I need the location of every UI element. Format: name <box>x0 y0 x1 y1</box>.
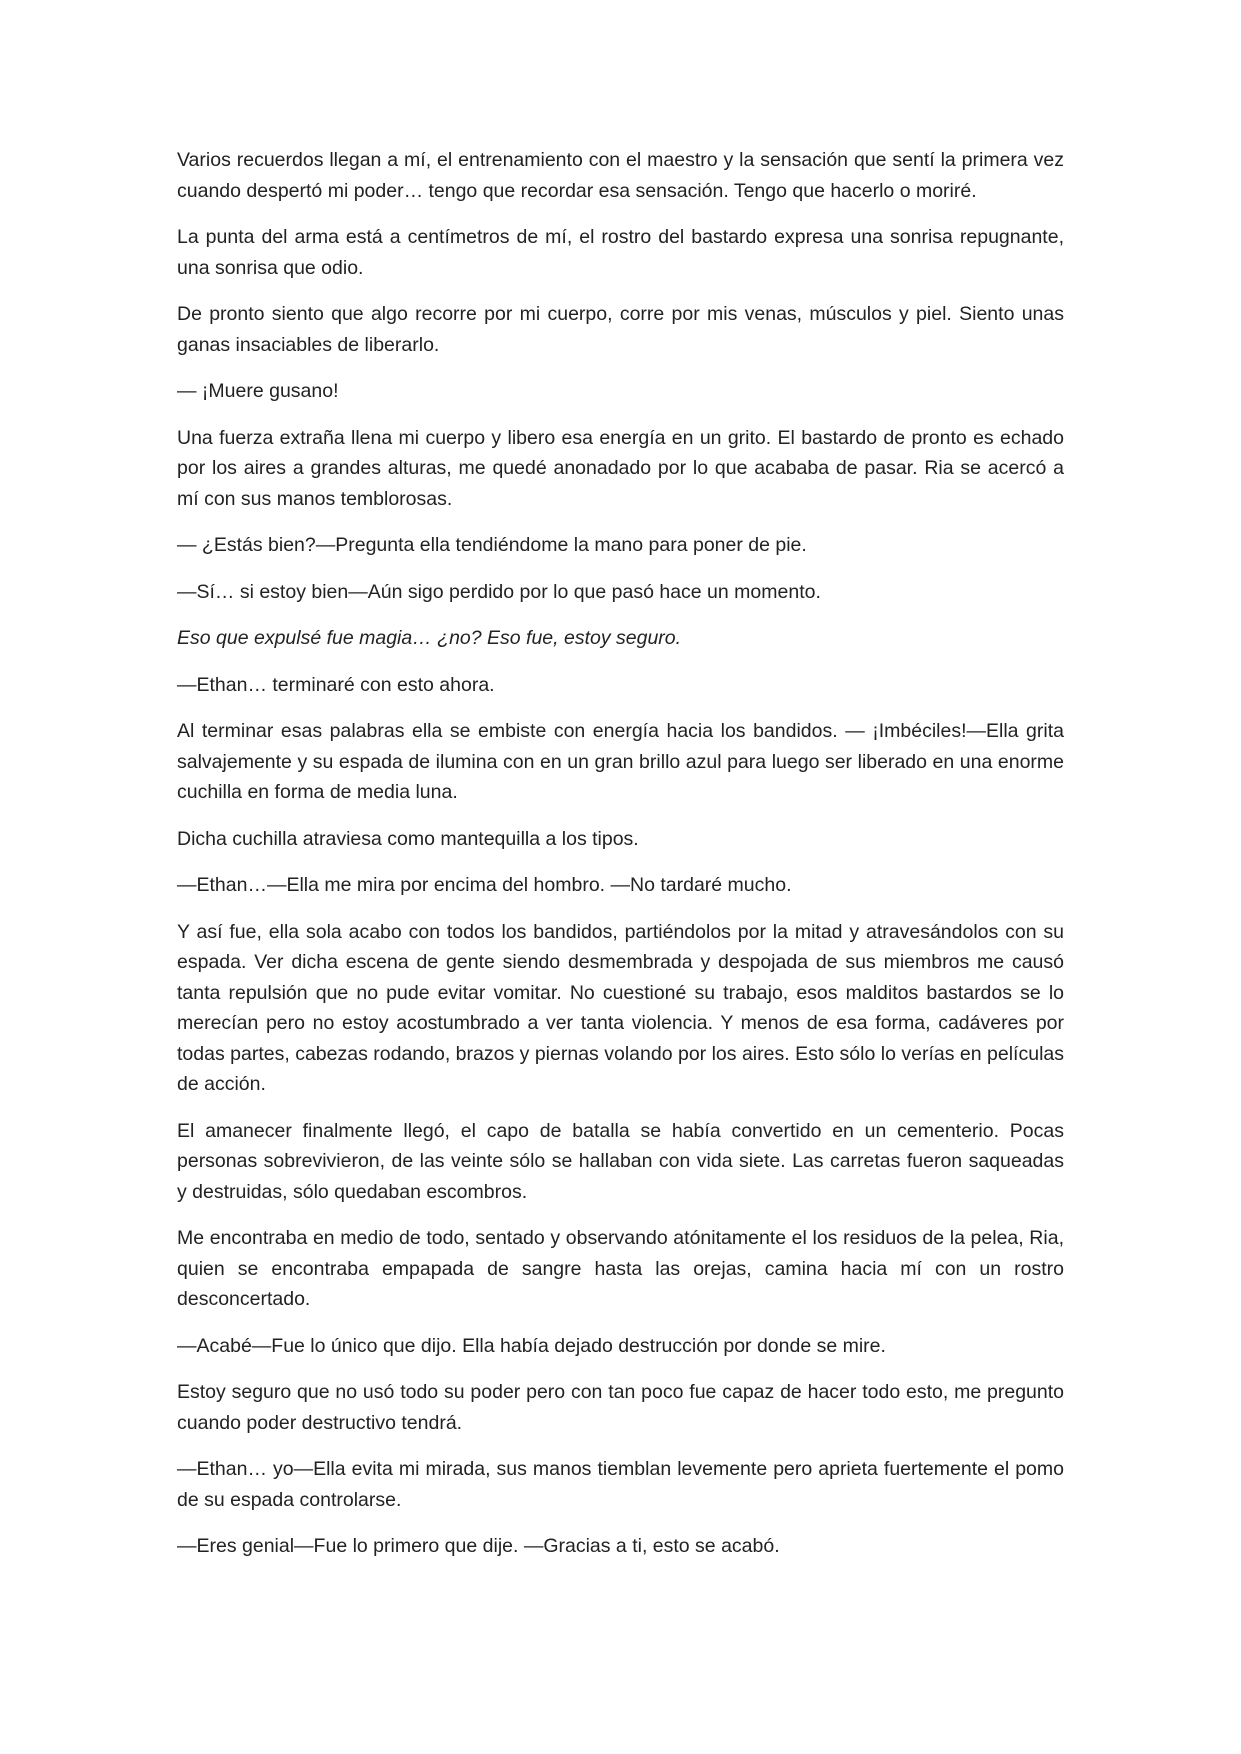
paragraph: Me encontraba en medio de todo, sentado y observando atónitamente el los residuos de la pelea, Ria, quien se encontraba empapada de sangre hasta las orejas, camina hacia mí con un rostro desconcertado. <box>177 1227 1064 1310</box>
paragraph: El amanecer finalmente llegó, el capo de batalla se había convertido en un cementerio. Pocas personas sobrevivieron, de las veinte sólo se hallaban con vida siete. Las carretas fueron saqueadas y destruidas, sólo quedaban escombros. <box>177 1119 1064 1203</box>
paragraph: Varios recuerdos llegan a mí, el entrenamiento con el maestro y la sensación que sentí la primera vez cuando despertó mi poder… tengo que recordar esa sensación. Tengo que hacerlo o moriré. <box>177 149 1064 202</box>
dialogue-line: — ¡Muere gusano! <box>177 380 339 402</box>
inner-thought: Eso que expulsé fue magia… ¿no? Eso fue, estoy seguro. <box>177 627 682 649</box>
dialogue-line: —Eres genial—Fue lo primero que dije. —Gracias a ti, esto se acabó. <box>177 1535 780 1557</box>
paragraph: Dicha cuchilla atraviesa como mantequilla a los tipos. <box>177 827 639 850</box>
paragraph: Al terminar esas palabras ella se embiste con energía hacia los bandidos. — ¡Imbéciles!—Ella grita salvajemente y su espada de ilumina con en un gran brillo azul para luego ser liberado en una enorme cuchilla en forma de media luna. <box>177 720 1064 803</box>
dialogue-line: —Ethan… terminaré con esto ahora. <box>177 673 495 696</box>
document-page <box>177 145 1064 1578</box>
paragraph: La punta del arma está a centímetros de mí, el rostro del bastardo expresa una sonrisa repugnante, una sonrisa que odio. <box>177 226 1064 279</box>
dialogue-line: —Ethan…—Ella me mira por encima del hombro. —No tardaré mucho. <box>177 874 792 896</box>
paragraph: De pronto siento que algo recorre por mi cuerpo, corre por mis venas, músculos y piel. Siento unas ganas insaciables de liberarlo. <box>177 303 1064 356</box>
dialogue-line: —Acabé—Fue lo único que dijo. Ella había dejado destrucción por donde se mire. <box>177 1334 886 1357</box>
paragraph: Y así fue, ella sola acabo con todos los bandidos, partiéndolos por la mitad y atravesándolos con su espada. Ver dicha escena de gente siendo desmembrada y despojada de sus miembros me causó tanta repulsión que no pude evitar vomitar. No cuestioné su trabajo, esos malditos bastardos se lo merecían pero no estoy acostumbrado a ver tanta violencia. Y menos de esa forma, cadáveres por todas partes, cabezas rodando, brazos y piernas volando por los aires. Esto sólo lo verías en películas de acción. <box>177 920 1064 1095</box>
dialogue-line: —Sí… si estoy bien—Aún sigo perdido por lo que pasó hace un momento. <box>177 580 821 603</box>
dialogue-line: — ¿Estás bien?—Pregunta ella tendiéndome la mano para poner de pie. <box>177 534 807 556</box>
paragraph: Estoy seguro que no usó todo su poder pero con tan poco fue capaz de hacer todo esto, me pregunto cuando poder destructivo tendrá. <box>177 1381 1064 1434</box>
paragraph: —Ethan… yo—Ella evita mi mirada, sus manos tiemblan levemente pero aprieta fuertemente el pomo de su espada controlarse. <box>177 1458 1064 1511</box>
paragraph: Una fuerza extraña llena mi cuerpo y libero esa energía en un grito. El bastardo de pronto es echado por los aires a grandes alturas, me quedé anonadado por lo que acababa de pasar. Ria se acercó a mí con sus manos temblorosas. <box>177 426 1064 510</box>
